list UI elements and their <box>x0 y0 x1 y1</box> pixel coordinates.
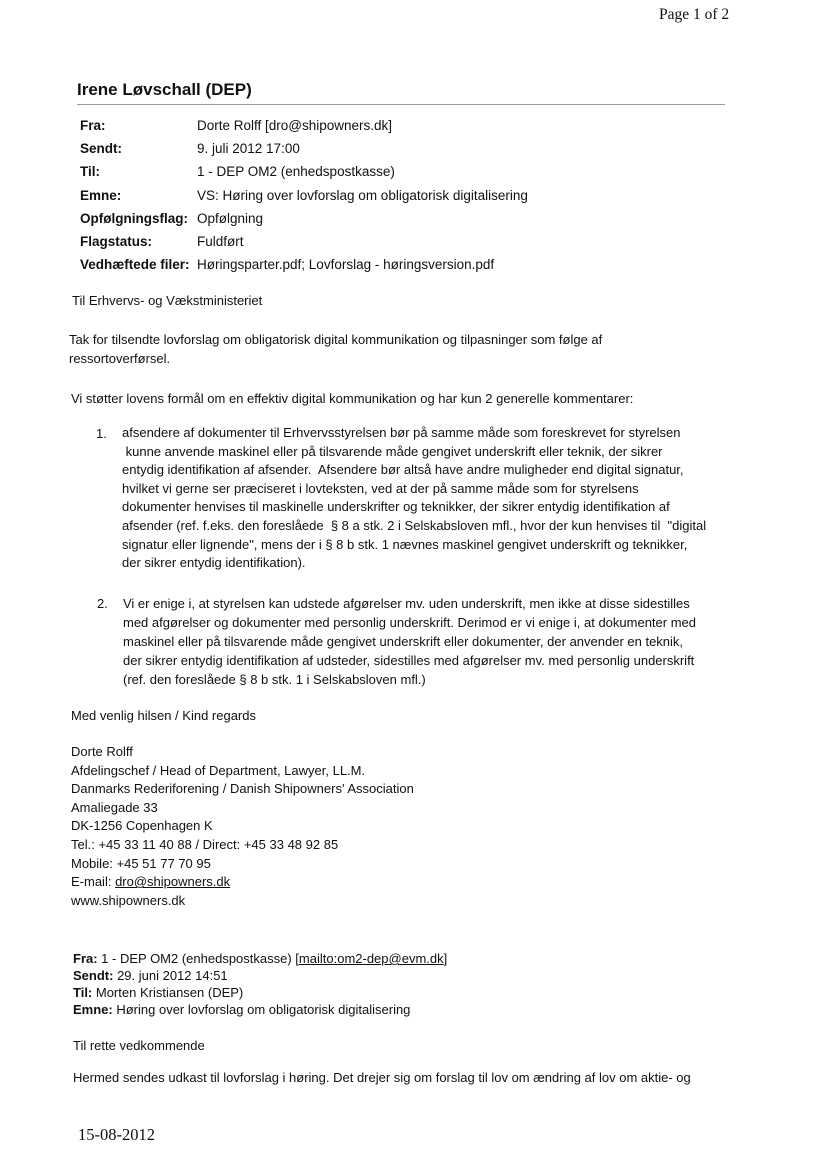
attachments-label: Vedhæftede filer: <box>80 257 190 273</box>
from-label: Fra: <box>80 118 106 133</box>
list-item-2-line: der sikrer entydig identifikation af udsteder, sidestilles med afgørelser mv. med personlig underskrift <box>123 653 695 668</box>
list-item-2-line: med afgørelser og dokumenter med personlig underskrift. Derimod er vi enige i, at dokumenter med <box>123 615 696 630</box>
forwarded-from-tail: ] <box>443 951 448 966</box>
forwarded-header <box>73 950 447 1018</box>
greeting-line: Til Erhvervs- og Vækstministeriet <box>72 293 263 308</box>
signature-name: Dorte Rolff <box>71 744 133 759</box>
forwarded-sent-line <box>73 967 447 984</box>
forwarded-mailto-link[interactable]: mailto:om2-dep@evm.dk <box>298 951 444 966</box>
header-row-from <box>80 118 528 141</box>
closing-regards: Med venlig hilsen / Kind regards <box>71 708 256 723</box>
list-item-2-line: (ref. den foreslåede § 8 b stk. 1 i Selskabsloven mfl.) <box>123 672 426 687</box>
flag-status-label: Flagstatus: <box>80 233 153 249</box>
list-item-1-line: afsendere af dokumenter til Erhvervsstyrelsen bør på samme måde som foreskrevet for styrelsen <box>122 425 681 440</box>
attachments-value: Høringsparter.pdf; Lovforslag - høringsversion.pdf <box>197 257 495 273</box>
subject-value: VS: Høring over lovforslag om obligatorisk digitalisering <box>197 187 528 203</box>
flag-status-value: Fuldført <box>197 233 244 249</box>
list-item-1-line: dokumenter henvises til maskinelle underskrifter og teknikker, der sikrer entydig identifikation af <box>122 499 670 515</box>
signature-city: DK-1256 Copenhagen K <box>71 818 213 834</box>
list-item-1-text <box>122 424 706 573</box>
forwarded-to-label: Til: <box>73 985 93 1000</box>
header-row-followup <box>80 211 528 234</box>
signature-organization: Danmarks Rederiforening / Danish Shipowners' Association <box>71 781 414 797</box>
subject-label: Emne: <box>80 187 122 203</box>
forwarded-to-value: Morten Kristiansen (DEP) <box>92 985 244 1000</box>
header-row-to <box>80 164 528 187</box>
followup-flag-value: Opfølgning <box>197 210 264 226</box>
header-row-sent <box>80 141 528 164</box>
signature-phones: Tel.: +45 33 11 40 88 / Direct: +45 33 48 92 85 <box>71 836 339 852</box>
header-row-subject <box>80 188 528 211</box>
signature-email-line <box>71 873 414 892</box>
forwarded-sent-value: 29. juni 2012 14:51 <box>113 968 228 983</box>
forwarded-body-line: Hermed sendes udkast til lovforslag i høring. Det drejer sig om forslag til lov om ændring af lov om aktie- og <box>73 1070 691 1085</box>
list-item-number-2: 2. <box>97 596 108 611</box>
followup-flag-label: Opfølgningsflag: <box>80 210 188 226</box>
signature-website: www.shipowners.dk <box>71 892 186 908</box>
forwarded-greeting: Til rette vedkommende <box>73 1038 205 1053</box>
from-value: Dorte Rolff [dro@shipowners.dk] <box>197 118 393 133</box>
list-item-1-line: afsender (ref. f.eks. den foreslåede § 8 a stk. 2 i Selskabsloven mfl., hvor der kun henvises til "digital <box>122 517 707 533</box>
signature-email-label: E-mail: <box>71 874 116 890</box>
email-header-table <box>80 118 528 280</box>
signature-mobile: Mobile: +45 51 77 70 95 <box>71 855 211 871</box>
forwarded-subject-value: Høring over lovforslag om obligatorisk digitalisering <box>112 1002 411 1017</box>
to-label: Til: <box>80 164 100 180</box>
footer-print-date: 15-08-2012 <box>78 1125 155 1144</box>
header-divider <box>77 104 725 105</box>
mailbox-owner-name: Irene Løvschall (DEP) <box>77 80 252 99</box>
list-item-1-line: signatur eller lignende", mens der i § 8 b stk. 1 nævnes maskinel gengivet underskrift og teknikker, <box>122 536 688 552</box>
list-item-1-line: entydig identifikation af afsender. Afsendere bør altså have andre muligheder end digital signatur, <box>122 462 684 478</box>
forwarded-subject-line <box>73 1001 447 1018</box>
intro-line-1: Tak for tilsendte lovforslag om obligatorisk digital kommunikation og tilpasninger som følge af <box>69 332 603 347</box>
list-item-2-line: maskinel eller på tilsvarende måde gengivet underskrift eller dokumenter, der anvender en teknik, <box>123 634 684 649</box>
forwarded-to-line <box>73 984 447 1001</box>
support-paragraph: Vi støtter lovens formål om en effektiv digital kommunikation og har kun 2 generelle kommentarer: <box>71 391 634 406</box>
signature-email-link[interactable]: dro@shipowners.dk <box>115 874 231 890</box>
list-item-number-1: 1. <box>96 426 107 441</box>
signature-block <box>71 743 414 910</box>
header-row-attachments <box>80 257 528 280</box>
list-item-1-line: kunne anvende maskinel eller på tilsvarende måde gengivet underskrift eller teknik, der sikrer <box>122 443 663 459</box>
forwarded-from-label: Fra: <box>73 951 98 966</box>
sent-label: Sendt: <box>80 141 122 157</box>
list-item-2-line: Vi er enige i, at styrelsen kan udstede afgørelser mv. uden underskrift, men ikke at disse sidestilles <box>123 596 690 611</box>
signature-street: Amaliegade 33 <box>71 799 158 815</box>
to-value: 1 - DEP OM2 (enhedspostkasse) <box>197 164 395 180</box>
intro-line-2: ressortoverførsel. <box>69 351 171 366</box>
list-item-2-text <box>123 594 696 689</box>
header-row-flagstatus <box>80 234 528 257</box>
list-item-1-line: hvilket vi gerne ser præciseret i lovteksten, ved at der på samme måde som for styrelsens <box>122 480 639 496</box>
sent-value: 9. juli 2012 17:00 <box>197 141 300 157</box>
intro-paragraph <box>69 330 602 368</box>
forwarded-subject-label: Emne: <box>73 1002 113 1017</box>
page-number: Page 1 of 2 <box>659 6 730 23</box>
forwarded-from-value: 1 - DEP OM2 (enhedspostkasse) [ <box>97 951 299 966</box>
signature-title: Afdelingschef / Head of Department, Lawyer, LL.M. <box>71 762 366 778</box>
forwarded-from-line <box>73 950 447 967</box>
forwarded-sent-label: Sendt: <box>73 968 114 983</box>
list-item-1-line: der sikrer entydig identifikation). <box>122 555 306 571</box>
